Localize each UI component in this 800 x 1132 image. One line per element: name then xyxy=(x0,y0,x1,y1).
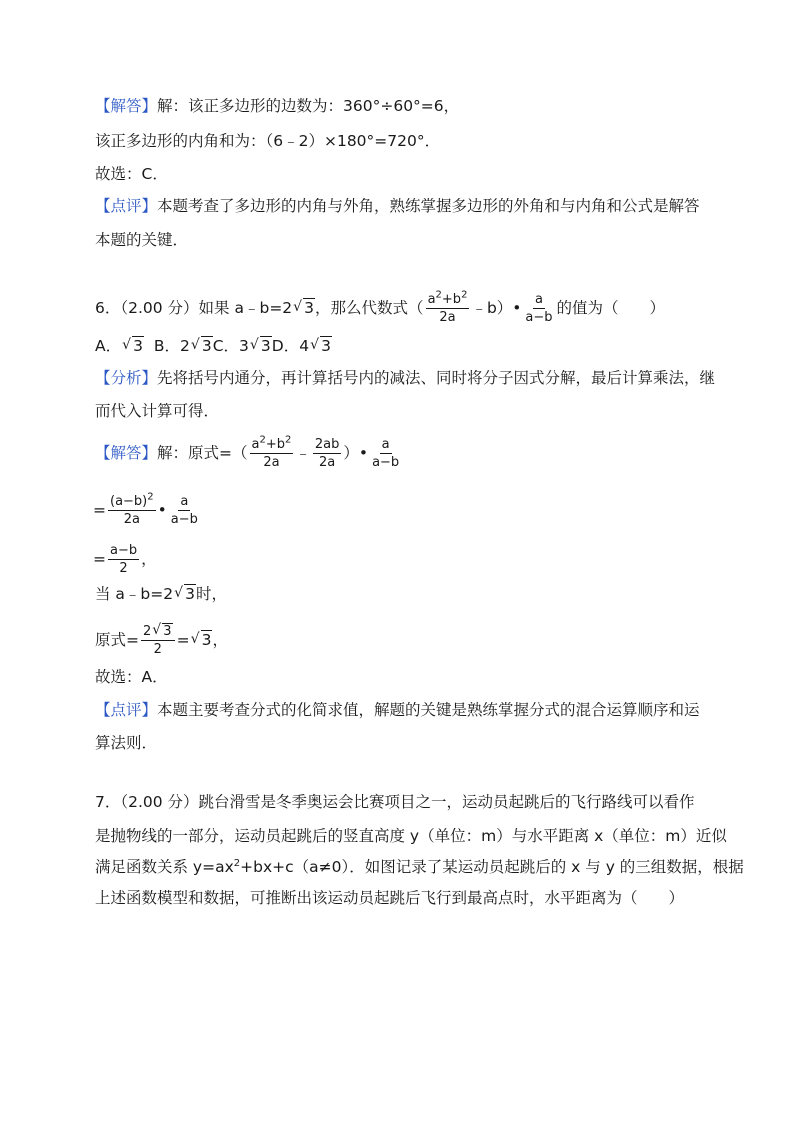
frac-numerator: a xyxy=(535,292,543,307)
frac-text: +b xyxy=(265,437,286,452)
minus-sign: ﹣ xyxy=(295,444,311,462)
sqrt-radicand: 3 xyxy=(201,337,212,355)
frac-text: 2 xyxy=(143,624,152,639)
frac-numerator: a xyxy=(180,494,189,509)
q6-stem xyxy=(95,289,666,325)
q6-options xyxy=(95,336,332,356)
equals-sign: = xyxy=(93,501,106,519)
frac-numerator: 2ab xyxy=(314,437,340,452)
frac-text: +b xyxy=(441,292,462,307)
comma: ， xyxy=(212,631,228,649)
answer-tag: 【解答】 xyxy=(95,97,158,115)
frac-denominator: a−b xyxy=(372,455,400,470)
q6-comment-text: 本题主要考查分式的化简求值，解题的关键是熟练掌握分式的混合运算顺序和运 xyxy=(157,701,700,719)
sqrt-radicand: 3 xyxy=(321,337,331,355)
close-paren-dot: ）• xyxy=(343,444,369,462)
sqrt-radicand: 3 xyxy=(133,337,143,355)
sqrt-radicand: 3 xyxy=(185,585,195,603)
q5-comment-line-1 xyxy=(95,196,700,216)
sqrt-radicand: 3 xyxy=(304,299,315,317)
frac-denominator: 2a xyxy=(439,310,456,325)
q6-choice-line: 故选：A． xyxy=(95,668,168,686)
fraction-amb-over-2 xyxy=(108,543,139,576)
frac-text: a xyxy=(427,292,436,307)
q6-analysis-text: 先将括号内通分，再计算括号内的减法、同时将分子因式分解，最后计算乘法，继 xyxy=(157,369,716,387)
sqrt-symbol xyxy=(152,624,172,639)
q6-solution-step-4 xyxy=(95,584,227,604)
frac-denominator: 2a xyxy=(319,455,336,470)
fraction-2ab-over-2a xyxy=(313,437,342,470)
sqrt-symbol xyxy=(310,336,332,356)
exponent: 2 xyxy=(461,289,468,301)
q6-solution-step-2 xyxy=(93,491,202,527)
q6-solution-step-5 xyxy=(95,624,228,657)
q7-stem-line-2: 是抛物线的一部分，运动员起跳后的竖直高度 y（单位：m）与水平距离 x（单位：m）近似 xyxy=(95,827,727,845)
fraction-2sqrt3-over-2 xyxy=(141,624,175,657)
q6-analysis-line-2: 而代入计算可得． xyxy=(95,402,220,420)
exponent: 2 xyxy=(147,491,154,503)
frac-text: a xyxy=(251,437,260,452)
q7-func-suffix: +bx+c（a≠0）．如图记录了某运动员起跳后的 x 与 y 的三组数据，根据 xyxy=(240,858,744,876)
sqrt-symbol xyxy=(250,336,272,356)
q6-solution-step-1 xyxy=(95,434,403,470)
q7-func-prefix: 满足函数关系 y=ax xyxy=(95,858,234,876)
q6-stem-suffix: 的值为（ ） xyxy=(556,299,666,317)
dot-operator: • xyxy=(157,501,167,519)
sqrt-symbol xyxy=(191,630,213,650)
original-expr-label: 原式= xyxy=(95,631,139,649)
frac-denominator: 2 xyxy=(119,561,128,576)
answer-tag: 【解答】 xyxy=(95,444,158,462)
sqrt-radicand: 3 xyxy=(201,631,212,649)
substitution-suffix: 时， xyxy=(196,585,228,603)
option-b: B．2 xyxy=(153,337,190,355)
fraction-a-over-a-minus-b xyxy=(370,437,401,470)
exponent: 2 xyxy=(285,434,292,446)
q5-comment-text: 本题考查了多边形的内角与外角，熟练掌握多边形的外角和与内角和公式是解答 xyxy=(157,197,700,215)
fraction-a2b2-over-2a xyxy=(426,289,470,325)
q6-stem-prefix: 6．（2.00 分）如果 a﹣b=2 xyxy=(95,299,293,317)
fraction-a-over-a-minus-b xyxy=(169,494,200,527)
sqrt-symbol xyxy=(293,298,315,318)
sqrt-radicand: 3 xyxy=(260,337,271,355)
q6-stem-mid: ，那么代数式（ xyxy=(315,299,424,317)
sqrt-symbol xyxy=(122,336,144,356)
analysis-tag: 【分析】 xyxy=(95,369,158,387)
sqrt-radicand: 3 xyxy=(163,624,172,639)
equals-sign: = xyxy=(93,550,106,568)
option-c: C．3 xyxy=(212,337,249,355)
q5-answer-text: 解：该正多边形的边数为：360°÷60°=6， xyxy=(157,97,460,115)
exponent: 2 xyxy=(259,434,266,446)
q6-sol-prefix: 解：原式=（ xyxy=(157,444,248,462)
substitution-text: 当 a﹣b=2 xyxy=(95,585,174,603)
fraction-a2b2-over-2a xyxy=(250,434,294,470)
frac-denominator: 2a xyxy=(123,512,140,527)
frac-denominator: a−b xyxy=(525,310,553,325)
q6-stem-minus-b: ﹣b）• xyxy=(471,299,522,317)
comment-tag: 【点评】 xyxy=(95,197,158,215)
frac-denominator: a−b xyxy=(170,512,198,527)
exponent: 2 xyxy=(233,857,241,869)
exponent: 2 xyxy=(435,289,442,301)
q7-stem-line-4: 上述函数模型和数据，可推断出该运动员起跳后飞行到最高点时，水平距离为（ ） xyxy=(95,889,685,907)
sqrt-symbol xyxy=(191,336,213,356)
equals-sign: = xyxy=(176,631,190,649)
q5-interior-angle-line: 该正多边形的内角和为：（6﹣2）×180°=720°． xyxy=(95,132,441,150)
q5-comment-line-2: 本题的关键． xyxy=(95,231,189,249)
q6-solution-step-3 xyxy=(93,543,157,576)
comment-tag: 【点评】 xyxy=(95,701,158,719)
frac-numerator: a−b xyxy=(110,543,138,558)
q5-choice-line: 故选：C． xyxy=(95,165,168,183)
option-a: A． xyxy=(95,337,122,355)
fraction-amb-squared-over-2a xyxy=(108,491,156,527)
frac-denominator: 2a xyxy=(263,455,280,470)
frac-denominator: 2 xyxy=(153,642,162,657)
option-d: D．4 xyxy=(271,337,310,355)
fraction-a-over-a-minus-b xyxy=(523,292,554,325)
q5-answer-line xyxy=(95,96,459,116)
comma: ， xyxy=(141,550,157,568)
q6-analysis-line-1 xyxy=(95,368,715,388)
frac-numerator: a xyxy=(381,437,390,452)
frac-text: (a−b) xyxy=(110,494,148,509)
q7-stem-line-3 xyxy=(95,857,744,877)
q7-stem-line-1: 7．（2.00 分）跳台滑雪是冬季奥运会比赛项目之一，运动员起跳后的飞行路线可以看作 xyxy=(95,793,695,811)
q6-comment-line-1 xyxy=(95,700,700,720)
sqrt-symbol xyxy=(174,584,196,604)
q6-comment-line-2: 算法则． xyxy=(95,734,158,752)
